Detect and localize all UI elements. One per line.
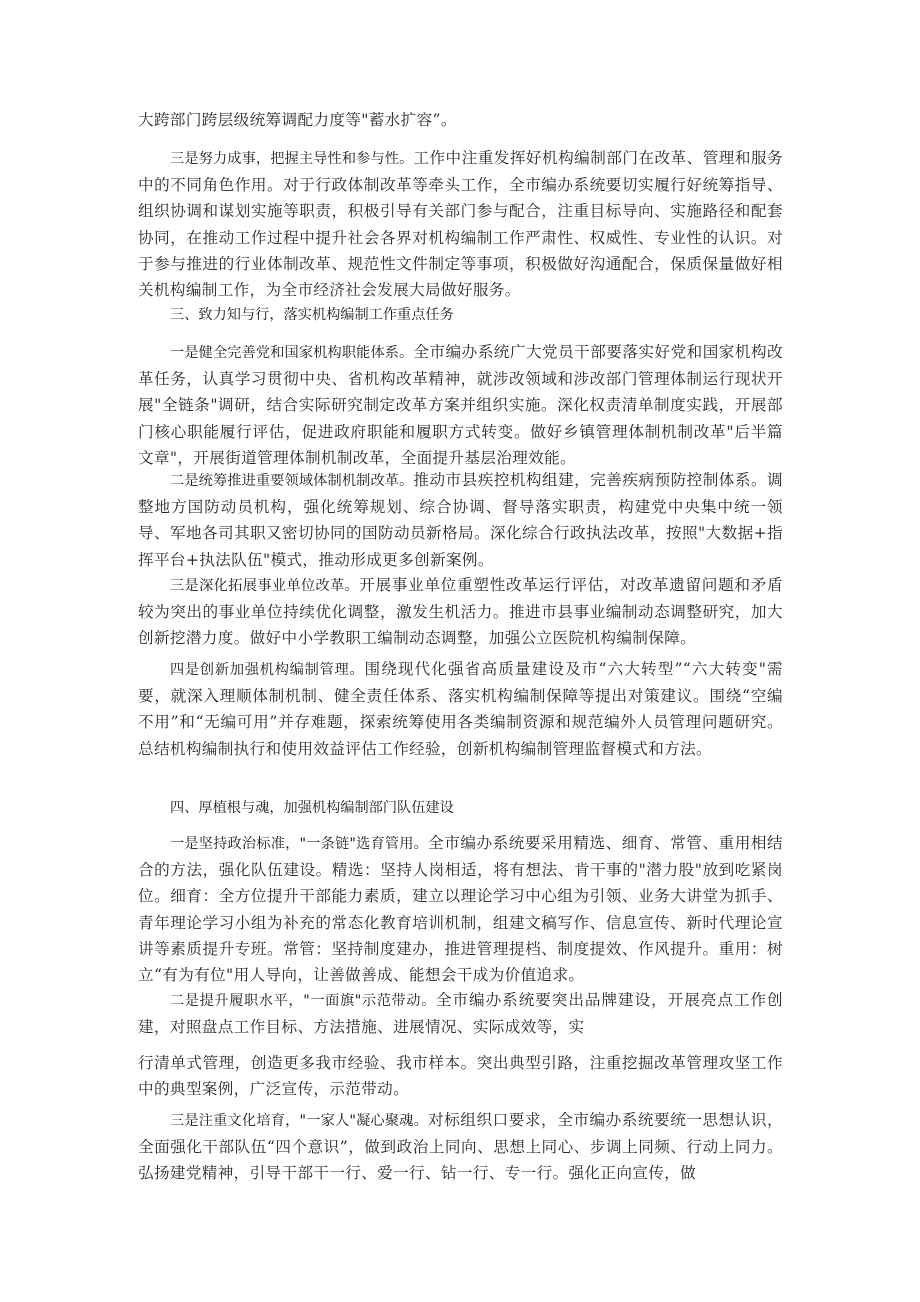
paragraph-continuation (138, 1050, 783, 1102)
paragraph-text: 全市编办系统广大党员干部要落实好党和国家机构改革任务，认真学习贯彻中央、省机构改革精神，就涉改领域和涉改部门管理体制运行现状开展"全链条"调研，结合实际研究制定改革方案并组织实施。深化权责清单制度实践，开展部门核心职能履行评估，促进政府职能和履职方式转变。做好乡镇管理体制机制改革"后半篇文章"，开展街道管理体制机制改革，全面提升基层治理效能。 (138, 343, 783, 467)
paragraph-text: 推动市县疾控机构组建，完善疾病预防控制体系。调整地方国防动员机构，强化统筹规划、综合协调、督导落实职责，构建党中央集中统一领导、军地各司其职又密切协同的国防动员新格局。深化综合行政执法改革，按照"大数据+指挥平台+执法队伍"模式，推动形成更多创新案例。 (138, 471, 783, 569)
paragraph-er-tisheng (138, 987, 783, 1040)
paragraph-yi-jianquan (138, 339, 783, 471)
paragraph-lead: 二是统筹推进重要领域体制机制改革。 (170, 473, 414, 489)
paragraph-lead: 三是深化拓展事业单位改革。 (170, 578, 360, 594)
paragraph-lead: 四是创新加强机构编制管理。 (170, 662, 365, 678)
paragraph-yi-jianchi (138, 830, 783, 988)
paragraph-lead: 三是注重文化培育，"一家人"凝心聚魂。 (170, 1113, 429, 1129)
paragraph-lead: 一是坚持政治标准，"一条链"选育管用。 (170, 836, 429, 852)
section-heading-4: 四、厚植根与魂，加强机构编制部门队伍建设 (170, 800, 454, 816)
paragraph-si-chuangxin (138, 656, 783, 762)
paragraph-text: 对标组织口要求，全市编办系统要统一思想认识，全面强化干部队伍“四个意识”，做到政治上同向、思想上同心、步调上同频、行动上同力。弘扬建党精神，引导干部干一行、爱一行、钻一行、专一行。强化正向宣传，做 (138, 1111, 784, 1183)
paragraph-top (138, 107, 783, 133)
paragraph-lead: 一是健全完善党和国家机构职能体系。 (170, 345, 414, 361)
paragraph-text: 大跨部门跨层级统筹调配力度等"蓄水扩容”。 (138, 111, 457, 129)
paragraph-text: 工作中注重发挥好机构编制部门在改革、管理和服务中的不同角色作用。对于行政体制改革等牵头工作，全市编办系统要切实履行好统筹指导、组织协调和谋划实施等职责，积极引导有关部门参与配合，注重目标导向、实施路径和配套协同，在推动工作过程中提升社会各界对机构编制工作严肃性、权威性、专业性的认识。对于参与推进的行业体制改革、规范性文件制定等事项，积极做好沟通配合，保质保量做好相关机构编制工作，为全市经济社会发展大局做好服务。 (138, 149, 783, 300)
section-heading-3: 三、致力知与行，落实机构编制工作重点任务 (170, 307, 454, 323)
paragraph-text: 开展事业单位重塑性改革运行评估，对改革遗留问题和矛盾较为突出的事业单位持续优化调整，激发生机活力。推进市县事业编制动态调整研究，加大创新挖潜力度。做好中小学教职工编制动态调整，加强公立医院机构编制保障。 (138, 576, 783, 648)
paragraph-san-zhuzhong (138, 1107, 783, 1187)
paragraph-san-nuli (138, 145, 783, 303)
paragraph-er-tongchou (138, 467, 783, 573)
paragraph-lead: 二是提升履职水平，"一面旗"示范带动。 (170, 993, 436, 1009)
paragraph-text: 围绕现代化强省高质量建设及市“六大转型”“六大转变"需要，就深入理顺体制机制、健全责任体系、落实机构编制保障等提出对策建议。围绕“空编不用”和“无编可用”并存难题，探索统筹使用各类编制资源和规范编外人员管理问题研究。总结机构编制执行和使用效益评估工作经验，创新机构编制管理监督模式和方法。 (138, 660, 783, 758)
paragraph-text: 行清单式管理，创造更多我市经验、我市样本。突出典型引路，注重挖掘改革管理攻坚工作中的典型案例，广泛宣传，示范带动。 (138, 1054, 783, 1099)
paragraph-lead: 三是努力成事，把握主导性和参与性。 (170, 151, 414, 167)
paragraph-text: 全市编办系统要采用精选、细育、常管、重用相结合的方法，强化队伍建设。精选：坚持人岗相适，将有想法、肯干事的"潜力股"放到吃紧岗位。细育：全方位提升干部能力素质，建立以理论学习中心组为引领、业务大讲堂为抓手、青年理论学习小组为补充的常态化教育培训机制，组建文稿写作、信息宣传、新时代理论宣讲等素质提升专班。常管：坚持制度建办，推进管理提档、制度提效、作风提升。重用：树立“有为有位"用人导向，让善做善成、能想会干成为价值追求。 (138, 834, 784, 985)
paragraph-san-shenhua (138, 572, 783, 652)
paragraph-text: 全市编办系统要突出品牌建设，开展亮点工作创建，对照盘点工作目标、方法措施、进展情况、实际成效等，实 (138, 991, 783, 1037)
